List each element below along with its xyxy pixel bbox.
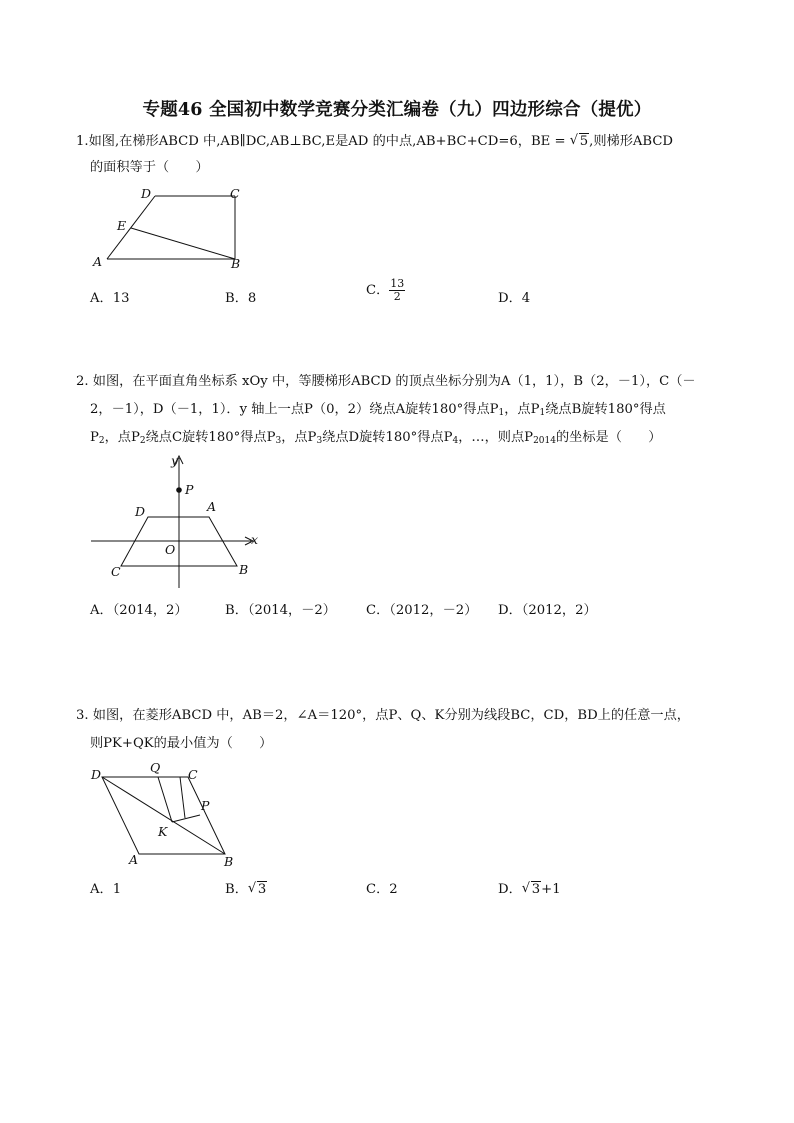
q3-option-b-sqrt-value: 3 (257, 882, 267, 897)
q3-label-q: Q (150, 760, 161, 775)
q2-text-3g: 的坐标是（ ） (555, 430, 662, 445)
q2-line-3 (90, 428, 661, 451)
q1-text-1-tail: ,则梯形ABCD (589, 134, 674, 149)
q1-option-a-key: A． (90, 291, 113, 306)
q1-option-b[interactable] (225, 287, 256, 306)
q3-figure (85, 760, 245, 872)
q3-number: 3. (76, 708, 89, 723)
q1-frac-den: 2 (393, 290, 401, 303)
q1-option-d[interactable] (498, 287, 530, 306)
page-title: 专题46 全国初中数学竞赛分类汇编卷（九）四边形综合（提优） (142, 100, 652, 120)
q2-text-3b: ，点P (104, 430, 140, 445)
q2-sub-4: 2 (139, 436, 146, 446)
q2-text-3a: P (90, 430, 99, 445)
q2-text-3d: ，点P (281, 430, 317, 445)
q3-option-d-key: D． (498, 882, 522, 897)
q2-label-p: P (185, 482, 194, 497)
q3-option-a-text: 1 (112, 882, 122, 897)
q1-number: 1. (76, 134, 89, 149)
q1-figure (85, 182, 255, 272)
q2-line-1 (76, 372, 696, 392)
q2-sub-7: 4 (452, 436, 459, 446)
q3-option-a[interactable] (90, 878, 121, 897)
q2-option-a-key: A． (90, 603, 113, 618)
q1-label-e: E (117, 218, 127, 233)
q2-label-b: B (239, 562, 249, 577)
q3-text-1: 如图，在菱形ABCD 中，AB＝2，∠A＝120°，点P、Q、K分别为线段BC，CD，BD上的任意一点， (92, 708, 690, 723)
q2-label-y: y (171, 453, 179, 468)
q1-edge-da (107, 196, 155, 259)
q1-line-1 (76, 132, 673, 152)
q2-sub-8: 2014 (533, 436, 556, 446)
q3-option-c[interactable] (366, 878, 398, 897)
q3-label-k: K (158, 824, 168, 839)
q3-option-c-text: 2 (389, 882, 398, 897)
q3-segment-qk (158, 777, 172, 822)
q3-option-d-sqrt (522, 882, 541, 897)
q2-label-o: O (165, 542, 176, 557)
q2-option-b-text: （2014，－2） (247, 603, 336, 618)
q3-segment-kp (172, 815, 200, 822)
q3-segment-qp (180, 777, 185, 818)
q3-option-c-key: C． (366, 882, 390, 897)
q1-frac-num: 13 (390, 277, 405, 290)
q1-label-b: B (231, 256, 241, 271)
q1-option-c-fraction (389, 278, 405, 303)
q2-sub-3: 2 (98, 436, 105, 446)
q1-option-a[interactable] (90, 287, 130, 306)
q3-option-d-sqrt-value: 3 (531, 882, 541, 897)
q2-option-b[interactable] (225, 599, 336, 618)
q2-number: 2. (76, 374, 89, 389)
q2-figure (85, 452, 270, 592)
q2-text-2a: 2，－1），D（－1，1）．y 轴上一点P（0，2）绕点A旋转180°得点P (90, 402, 499, 417)
q2-text-1: 如图，在平面直角坐标系 xOy 中，等腰梯形ABCD 的顶点坐标分别为A（1，1），B（2，－1），C（－ (92, 374, 696, 389)
q3-option-b-key: B． (225, 882, 248, 897)
q2-label-x: x (251, 532, 259, 547)
q1-option-d-key: D． (498, 291, 522, 306)
q2-sub-6: 3 (316, 436, 323, 446)
q3-label-b: B (224, 854, 234, 869)
q3-label-p: P (201, 798, 210, 813)
q3-label-d: D (91, 767, 102, 782)
q2-option-c[interactable] (366, 599, 477, 618)
q2-option-d[interactable] (498, 599, 597, 618)
q2-label-d: D (135, 504, 146, 519)
q2-text-3c: 绕点C旋转180°得点P (145, 430, 276, 445)
q2-option-a-text: （2014，2） (112, 603, 188, 618)
q3-option-d-tail: +1 (541, 882, 561, 897)
q2-option-c-text: （2012，－2） (389, 603, 478, 618)
q2-option-d-text: （2012，2） (521, 603, 597, 618)
q2-option-c-key: C． (366, 603, 390, 618)
q1-option-b-text: 8 (247, 291, 257, 306)
q2-option-b-key: B． (225, 603, 248, 618)
q3-option-b-sqrt (248, 882, 267, 897)
q1-option-d-text: 4 (521, 291, 531, 306)
q2-text-2c: 绕点B旋转180°得点 (545, 402, 666, 417)
q1-text-2: 的面积等于（ ） (90, 160, 209, 175)
q2-option-a[interactable] (90, 599, 188, 618)
q3-option-d[interactable] (498, 878, 561, 897)
q3-label-a: A (129, 852, 139, 867)
q2-sub-1: 1 (498, 408, 505, 418)
q2-text-3e: 绕点D旋转180°得点P (322, 430, 453, 445)
q2-point-p (176, 487, 182, 493)
q2-line-2 (90, 400, 666, 423)
q1-text-1: 如图,在梯形ABCD 中,AB∥DC,AB⊥BC,E是AD 的中点,AB+BC+CD=6，BE = (88, 134, 566, 149)
q2-option-d-key: D． (498, 603, 522, 618)
q3-label-c: C (188, 767, 198, 782)
q2-text-2b: ，点P (504, 402, 540, 417)
q2-label-c: C (111, 564, 121, 579)
q1-sqrt-value: 5 (579, 134, 589, 149)
q3-text-2: 则PK+QK的最小值为（ ） (90, 736, 273, 751)
q1-label-d: D (141, 186, 152, 201)
q3-line-1 (76, 706, 690, 726)
q2-text-3f: ，…，则点P (458, 430, 534, 445)
q1-label-c: C (230, 186, 240, 201)
q1-sqrt (570, 132, 589, 152)
q1-option-c-key: C． (366, 283, 390, 298)
q2-sub-2: 1 (539, 408, 546, 418)
q1-option-b-key: B． (225, 291, 248, 306)
q3-option-b[interactable] (225, 878, 267, 897)
q1-label-a: A (93, 254, 103, 269)
q1-option-c[interactable] (366, 278, 405, 303)
q3-option-a-key: A． (90, 882, 113, 897)
q1-segment-be (131, 228, 235, 259)
q2-label-a: A (207, 499, 217, 514)
q2-sub-5: 3 (275, 436, 282, 446)
q1-option-a-text: 13 (112, 291, 130, 306)
